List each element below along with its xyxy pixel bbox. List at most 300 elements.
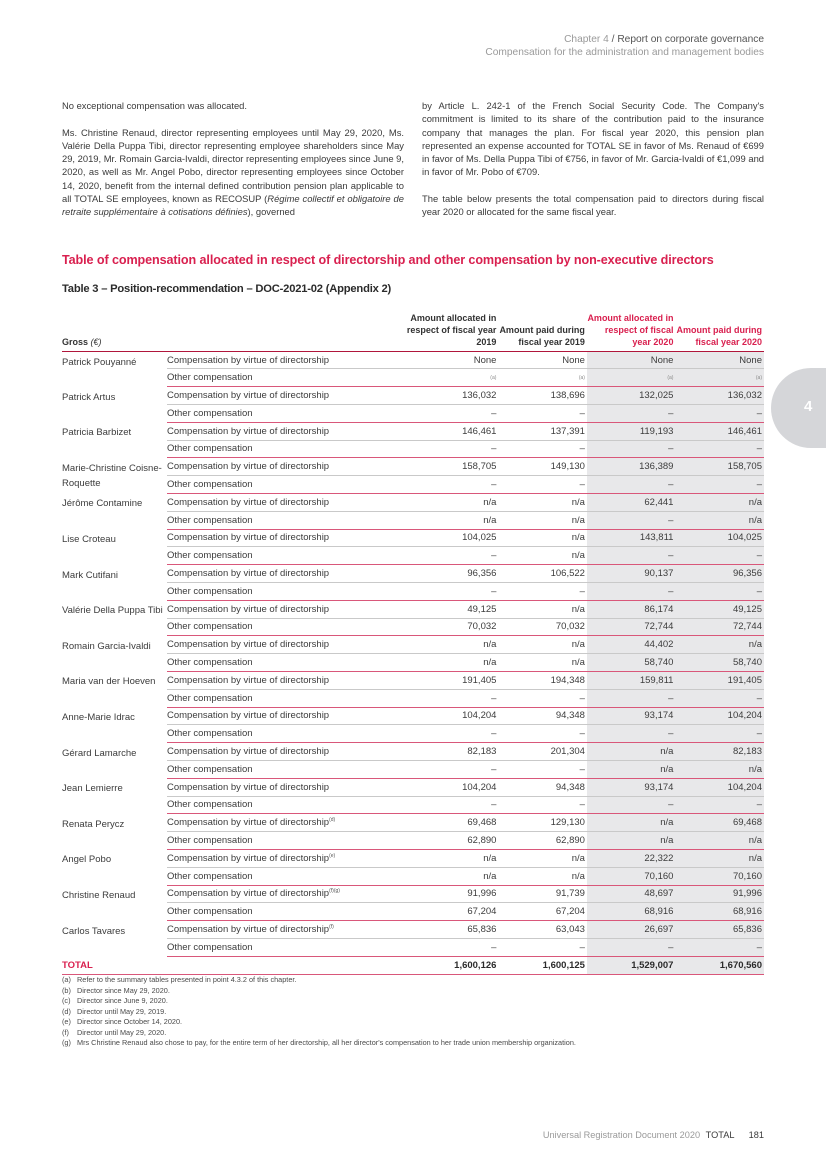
amount-cell: n/a [675,493,764,511]
table-row [62,689,764,707]
footnote-text: Mrs Christine Renaud also chose to pay, for the entire term of her directorship, all her director's compensation to her trade union membership organization. [77,1038,576,1047]
amount-cell: 93,174 [587,707,676,725]
footnote-key: (c) [62,996,71,1005]
amount-cell: (a) [400,369,499,387]
footnote-item [62,996,764,1007]
amount-cell: 70,032 [400,618,499,636]
compensation-type [167,547,400,565]
compensation-type [167,565,400,583]
footnote-item [62,986,764,997]
amount-cell: 82,183 [675,743,764,761]
compensation-type [167,422,400,440]
amount-cell: 67,204 [400,903,499,921]
amount-cell: 91,739 [498,885,587,903]
chapter-tab[interactable] [771,368,826,448]
amount-cell: 96,356 [675,565,764,583]
compensation-type [167,582,400,600]
intro-paragraph: No exceptional compensation was allocated. [62,100,248,111]
amount-cell: n/a [498,636,587,654]
amount-cell: – [675,476,764,494]
amount-cell: n/a [400,867,499,885]
amount-cell: 70,032 [498,618,587,636]
compensation-type [167,867,400,885]
running-head-chapter [485,33,764,46]
amount-cell: 191,405 [675,671,764,689]
section-title: Table of compensation allocated in respect of directorship and other compensation by non-executive directors [62,253,714,267]
amount-cell: 104,204 [675,778,764,796]
total-row [62,956,764,974]
chapter-title: Report on corporate governance [617,34,764,45]
amount-cell: 106,522 [498,565,587,583]
compensation-type [167,476,400,494]
amount-cell: None [498,351,587,369]
amount-cell: None [400,351,499,369]
compensation-type-label: Other compensation [166,479,253,491]
amount-cell: – [587,689,676,707]
table-row [62,547,764,565]
intro-text: ), governed [247,206,295,218]
footnote-item [62,1007,764,1018]
amount-cell: 63,043 [498,921,587,939]
amount-cell: 69,468 [400,814,499,832]
amount-cell: – [498,405,587,423]
amount-cell: – [587,938,676,956]
compensation-type [167,351,400,369]
amount-cell: 104,025 [675,529,764,547]
amount-cell: – [587,405,676,423]
compensation-type [167,618,400,636]
footnote-key: (b) [62,985,71,995]
amount-cell: 70,160 [675,867,764,885]
compensation-type-label: Compensation by virtue of directorship [166,852,330,864]
total-label: TOTAL [62,956,400,974]
table-row [62,600,764,618]
amount-cell: – [400,760,499,778]
amount-cell: – [498,725,587,743]
amount-cell: 49,125 [400,600,499,618]
footnote-ref: (f) [329,924,334,930]
chapter-tab-label: 4 [804,398,813,415]
amount-cell: n/a [675,760,764,778]
compensation-type [167,707,400,725]
compensation-type [167,849,400,867]
intro-right-column [422,99,764,232]
footer-document-title: Universal Registration Document 2020 [542,1130,701,1140]
footnote-ref: (d) [329,817,336,824]
gross-unit: (€) [90,337,102,348]
compensation-type-label: Compensation by virtue of directorship [166,461,330,473]
amount-cell: 104,204 [400,707,499,725]
footer-brand: TOTAL [705,1130,735,1140]
amount-cell: 138,696 [498,387,587,405]
compensation-type-label: Other compensation [166,763,253,775]
amount-cell: 194,348 [498,671,587,689]
amount-cell: n/a [498,511,587,529]
footnote-key: (d) [62,1006,71,1016]
amount-cell: 159,811 [587,671,676,689]
compensation-type-label: Compensation by virtue of directorship [166,532,330,544]
amount-cell: 82,183 [400,743,499,761]
amount-cell: 158,705 [400,458,499,476]
compensation-type-label: Compensation by virtue of directorship [166,781,330,793]
amount-cell: 136,032 [400,387,499,405]
amount-cell: (a) [498,369,587,387]
amount-cell: 58,740 [675,654,764,672]
amount-cell: n/a [587,760,676,778]
table-row [62,582,764,600]
intro-italic-text: Régime collectif et obligatoire de retraite supplémentaire à cotisations définies [62,193,404,218]
amount-cell: – [400,725,499,743]
amount-cell: 104,204 [400,778,499,796]
compensation-type [167,885,400,903]
col-header-paid-2019: Amount paid during fiscal year 2019 [499,325,585,348]
intro-left-column [62,99,404,232]
footnote-ref: (e) [329,852,336,859]
amount-cell: 158,705 [675,458,764,476]
compensation-type [167,760,400,778]
footnote-ref: (f)(g) [329,888,340,895]
amount-cell: – [675,796,764,814]
amount-cell: n/a [400,654,499,672]
amount-cell: – [498,476,587,494]
compensation-type [167,832,400,850]
compensation-type-label: Compensation by virtue of directorship [166,710,330,722]
amount-cell: – [587,582,676,600]
amount-cell: 69,468 [675,814,764,832]
amount-cell: – [498,582,587,600]
total-amount: 1,600,125 [498,956,587,974]
amount-cell: n/a [400,493,499,511]
amount-cell: n/a [587,743,676,761]
table-row [62,921,764,939]
compensation-type-label: Other compensation [166,870,253,882]
compensation-type-label: Compensation by virtue of directorship [166,603,330,615]
compensation-type-label: Other compensation [166,692,253,704]
table-row [62,743,764,761]
amount-cell: – [498,796,587,814]
compensation-type-label: Compensation by virtue of directorship [166,746,330,758]
amount-cell: – [587,725,676,743]
director-name: Valérie Della Puppa Tibi [62,605,163,617]
compensation-type [167,405,400,423]
amount-cell: – [400,689,499,707]
page-number: 181 [748,1130,764,1140]
compensation-type-label: Compensation by virtue of directorship [166,496,330,508]
amount-cell: (a) [587,369,676,387]
compensation-type-label: Other compensation [166,835,253,847]
amount-cell: – [587,511,676,529]
table-row [62,387,764,405]
amount-cell: n/a [675,636,764,654]
compensation-type-label: Compensation by virtue of directorship [166,817,330,829]
amount-cell: – [675,725,764,743]
amount-cell: – [587,547,676,565]
amount-cell: 94,348 [498,778,587,796]
running-head [485,33,764,59]
col-header-allocated-2020: Amount allocated in respect of fiscal year 2020 [587,313,674,348]
chapter-separator: / [608,34,618,45]
amount-cell: – [587,476,676,494]
amount-cell: 136,032 [675,387,764,405]
compensation-type [167,921,400,939]
director-name: Lise Croteau [62,534,116,546]
table-row [62,493,764,511]
intro-text: Ms. Christine Renaud, director representing employees until May 29, 2020, Ms. Valérie Della Puppa Tibi, director representing employee shareholders since May 29, 2019, Mr. Romain Garcia-Ivaldi, director representing employees since June 9, 2020, as well as Mr. Angel Pobo, director representing employees since October 14, 2020, benefit from the internal defined contribution pension plan applicable to all TOTAL SE employees, known as RECOSUP ( [62,126,404,205]
footnote-key: (a) [62,975,71,984]
director-name: Carlos Tavares [62,925,126,937]
amount-cell: n/a [400,849,499,867]
footnote-item [62,975,764,986]
footnote-text: Refer to the summary tables presented in point 4.3.2 of this chapter. [77,975,297,984]
table-row [62,760,764,778]
compensation-type [167,796,400,814]
amount-cell: 137,391 [498,422,587,440]
amount-cell: 191,405 [400,671,499,689]
table-row [62,707,764,725]
table-row [62,529,764,547]
compensation-type-label: Other compensation [166,443,253,455]
amount-cell: 136,389 [587,458,676,476]
compensation-type [167,689,400,707]
amount-cell: None [675,351,764,369]
intro-paragraph: The table below presents the total compensation paid to directors during fiscal year 2020 or allocated for the same fiscal year. [422,193,764,218]
compensation-type-label: Other compensation [166,407,253,419]
amount-cell: – [400,405,499,423]
compensation-type [167,743,400,761]
amount-cell: – [400,476,499,494]
compensation-type-label: Compensation by virtue of directorship [166,390,330,402]
col-header-allocated-2019: Amount allocated in respect of fiscal year 2019 [406,313,497,348]
table-row [62,511,764,529]
director-name: Maria van der Hoeven [62,676,156,688]
table-row [62,885,764,903]
amount-cell: 93,174 [587,778,676,796]
director-name: Jean Lemierre [62,783,123,795]
intro-paragraph [62,126,404,219]
table-row [62,369,764,387]
table-row [62,476,764,494]
footnote-item [62,1028,764,1039]
amount-cell: 90,137 [587,565,676,583]
compensation-type-label: Compensation by virtue of directorship [166,354,330,366]
table-row [62,565,764,583]
amount-cell: 104,025 [400,529,499,547]
amount-cell: 201,304 [498,743,587,761]
table-body [62,351,764,974]
table-row [62,903,764,921]
table-row [62,458,764,476]
amount-cell: 49,125 [675,600,764,618]
amount-cell: 91,996 [400,885,499,903]
compensation-type [167,636,400,654]
compensation-type-label: Compensation by virtue of directorship [166,924,330,935]
total-amount: 1,600,126 [400,956,499,974]
amount-cell: n/a [675,511,764,529]
amount-cell: 70,160 [587,867,676,885]
table-row [62,618,764,636]
amount-cell: 67,204 [498,903,587,921]
amount-cell: 72,744 [587,618,676,636]
amount-cell: – [498,760,587,778]
amount-cell: – [498,440,587,458]
footnote-key: (f) [62,1027,69,1037]
compensation-table [62,312,764,975]
amount-cell: n/a [498,867,587,885]
table-row [62,832,764,850]
amount-cell: n/a [498,493,587,511]
compensation-type-label: Other compensation [166,657,253,669]
compensation-type [167,387,400,405]
amount-cell: n/a [498,600,587,618]
amount-cell: 129,130 [498,814,587,832]
footnote-key: (g) [62,1038,71,1047]
total-amount: 1,670,560 [675,956,764,974]
total-amount: 1,529,007 [587,956,676,974]
table-row [62,796,764,814]
compensation-type [167,725,400,743]
compensation-type-label: Other compensation [166,799,253,811]
amount-cell: 26,697 [587,921,676,939]
compensation-type [167,903,400,921]
table-row [62,405,764,423]
compensation-type [167,440,400,458]
amount-cell: 65,836 [400,921,499,939]
table-row [62,654,764,672]
compensation-type-label: Other compensation [166,550,253,562]
compensation-type [167,369,400,387]
amount-cell: – [400,938,499,956]
amount-cell: – [498,689,587,707]
amount-cell: n/a [498,849,587,867]
director-name: Angel Pobo [62,854,112,866]
compensation-type [167,938,400,956]
table-title: Table 3 – Position-recommendation – DOC-2021-02 (Appendix 2) [62,283,392,295]
amount-cell: 146,461 [675,422,764,440]
amount-cell: – [587,440,676,458]
compensation-type-label: Compensation by virtue of directorship [166,425,330,437]
amount-cell: n/a [498,547,587,565]
table-row [62,867,764,885]
compensation-type-label: Other compensation [166,728,253,740]
chapter-number: Chapter 4 [564,34,609,45]
director-name: Patrick Artus [62,391,116,403]
table-row [62,440,764,458]
footnote-key: (e) [62,1017,71,1026]
table-row [62,778,764,796]
amount-cell: n/a [675,832,764,850]
compensation-type-label: Other compensation [166,372,253,384]
amount-cell: – [400,440,499,458]
compensation-type-label: Other compensation [166,941,253,953]
amount-cell: (a) [675,369,764,387]
compensation-type [167,493,400,511]
amount-cell: 119,193 [587,422,676,440]
amount-cell: – [587,796,676,814]
compensation-type-label: Compensation by virtue of directorship [166,639,330,651]
footnotes [62,975,764,1049]
footnote-text: Director until May 29, 2020. [77,1027,167,1037]
compensation-type-label: Other compensation [166,585,253,597]
compensation-type-label: Other compensation [166,514,253,526]
amount-cell: 48,697 [587,885,676,903]
amount-cell: 72,744 [675,618,764,636]
running-head-section: Compensation for the administration and management bodies [485,47,764,58]
amount-cell: – [675,440,764,458]
footnote-item [62,1017,764,1028]
compensation-type [167,671,400,689]
footnote-text: Director since June 9, 2020. [77,996,168,1005]
amount-cell: 86,174 [587,600,676,618]
director-name: Romain Garcia-Ivaldi [62,640,151,652]
compensation-type [167,511,400,529]
compensation-type-label: Compensation by virtue of directorship [166,568,330,580]
amount-cell: 62,441 [587,493,676,511]
compensation-type-label: Compensation by virtue of directorship [166,674,330,686]
compensation-type-label: Other compensation [166,621,253,633]
compensation-type [167,814,400,832]
amount-cell: – [400,796,499,814]
amount-cell: – [675,582,764,600]
table-row [62,671,764,689]
table-row [62,351,764,369]
amount-cell: – [675,689,764,707]
director-name: Patrick Pouyanné [62,356,137,368]
director-name: Gérard Lamarche [62,747,137,759]
amount-cell: 132,025 [587,387,676,405]
amount-cell: None [587,351,676,369]
table-row [62,725,764,743]
compensation-type [167,654,400,672]
compensation-type [167,458,400,476]
director-name: Mark Cutifani [62,569,118,581]
intro-paragraph: by Article L. 242-1 of the French Social Security Code. The Company's commitment is limited to its share of the contribution paid to the insurance company that manages the plan. For fiscal year 2020, this pension plan represented an expense accounted for TOTAL SE in favor of Ms. Renaud of €699 in favor of Ms. Della Puppa Tibi of €756, in favor of Mr. Garcia-Ivaldi of €1,099 and in favor of Mr. Pobo of €709. [422,100,764,178]
footnote-text: Director since May 29, 2020. [77,985,170,995]
amount-cell: 94,348 [498,707,587,725]
director-name: Christine Renaud [62,890,136,902]
amount-cell: n/a [498,529,587,547]
compensation-type-label: Other compensation [166,906,253,918]
director-name: Jérôme Contamine [62,498,143,510]
director-name: Renata Perycz [62,818,125,830]
footnote-item [62,1038,764,1049]
amount-cell: 65,836 [675,921,764,939]
footnote-text: Director since October 14, 2020. [77,1017,183,1026]
amount-cell: 143,811 [587,529,676,547]
compensation-type [167,529,400,547]
table-row [62,422,764,440]
amount-cell: 91,996 [675,885,764,903]
col-header-paid-2020: Amount paid during fiscal year 2020 [676,325,762,348]
amount-cell: 62,890 [498,832,587,850]
compensation-type [167,600,400,618]
table-row [62,938,764,956]
amount-cell: n/a [587,814,676,832]
table-row [62,814,764,832]
amount-cell: – [400,547,499,565]
amount-cell: 22,322 [587,849,676,867]
table-header-row [62,312,764,351]
amount-cell: – [675,405,764,423]
amount-cell: 68,916 [675,903,764,921]
amount-cell: n/a [498,654,587,672]
page-footer [543,1130,764,1140]
amount-cell: – [675,938,764,956]
amount-cell: 62,890 [400,832,499,850]
amount-cell: 96,356 [400,565,499,583]
compensation-type [167,778,400,796]
amount-cell: 104,204 [675,707,764,725]
table-row [62,849,764,867]
